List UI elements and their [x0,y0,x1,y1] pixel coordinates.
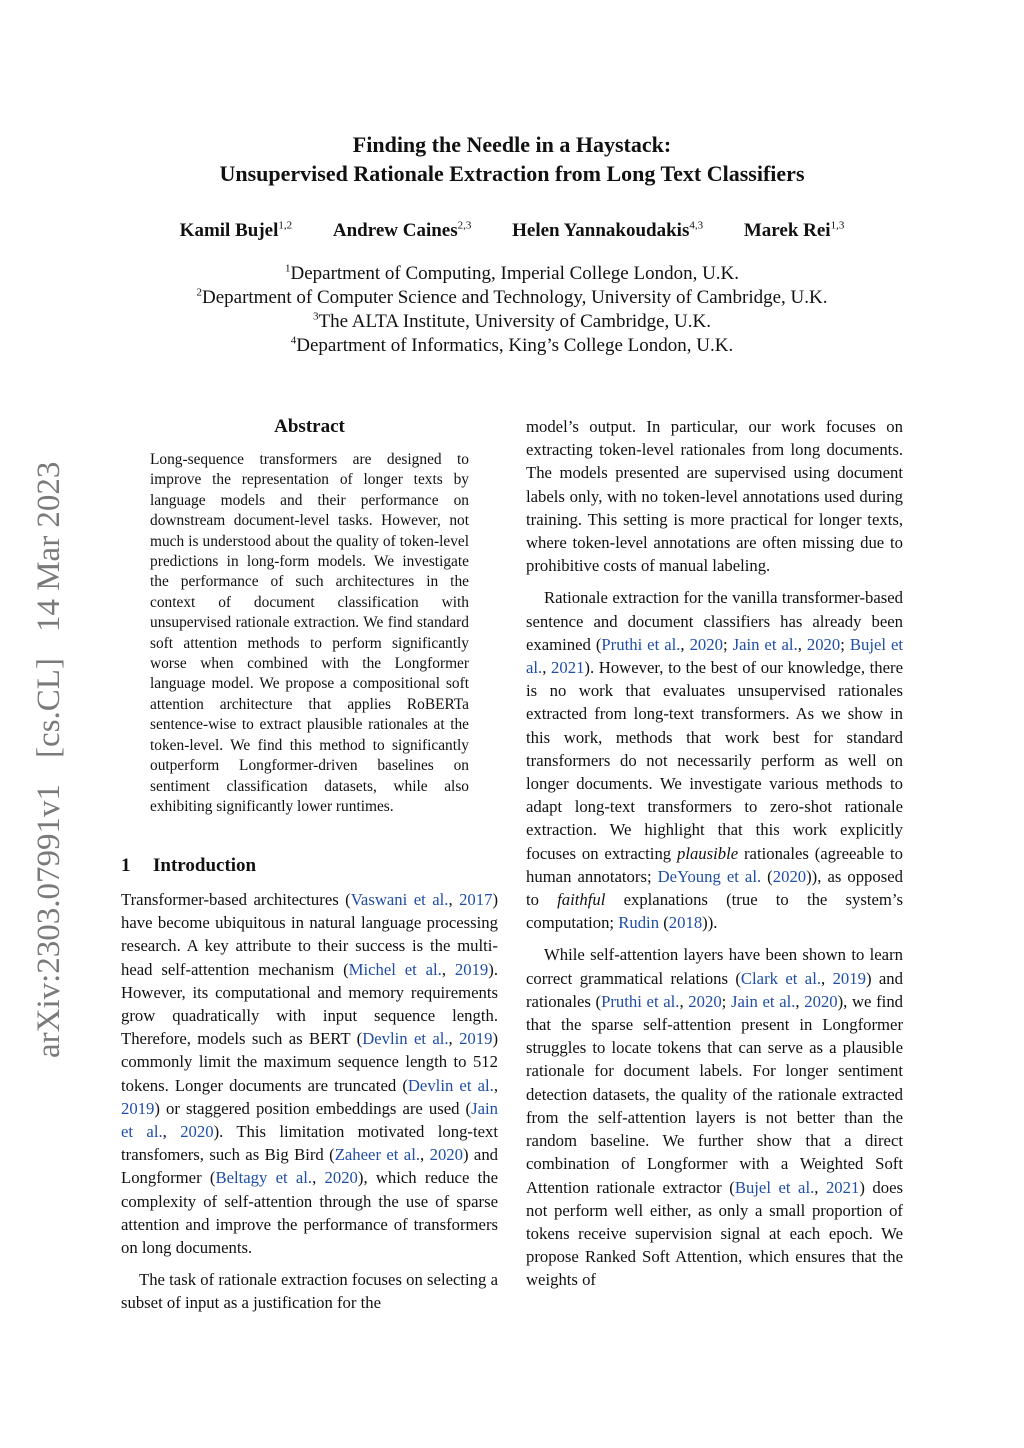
text-run: While self-attention layers have been shown to learn correct grammatical relations ( [526,945,903,988]
citation-link[interactable]: Devlin et al. [407,1075,494,1095]
emphasis-text: plausible [676,843,739,863]
author [180,218,292,244]
citation-link[interactable]: Beltagy et al. [215,1168,313,1188]
citation-link[interactable]: 2020 [689,634,723,654]
arxiv-id: arXiv:2303.07991v1 [31,783,67,1058]
right-column-body [526,415,903,1292]
affiliation [0,286,1024,310]
citation-link[interactable]: 2020 [804,991,838,1011]
text-run: , [795,991,805,1011]
paragraph [526,586,903,934]
text-run: , [814,1177,826,1197]
arxiv-sidebar-stamp [24,438,74,1058]
text-run: )). [702,913,718,933]
affiliation-sup: 1 [284,262,291,275]
citation-link[interactable]: 2020 [688,991,722,1011]
text-run: , [448,890,460,909]
author-name: Marek Rei [743,220,831,241]
citation-link[interactable]: Michel et al. [348,959,442,979]
text-run: ), we find that the sparse self-attention present in Longformer struggles to locate tokens that can serve as a plausible rationale for document labels. For longer sentiment detection datasets, the quality of the rationale extracted from the self-attention layers is not better than the random baseline. We further show that a direct combination of Longformer with a Weighted Soft Attention rationale extractor ( [526,991,904,1197]
citation-link[interactable]: 2020 [429,1145,463,1165]
affiliation-sup: 3 [312,310,319,323]
text-run: , [162,1122,181,1142]
text-run: , [679,991,689,1011]
citation-link[interactable]: Bujel et al. [526,634,904,678]
paragraph [121,888,498,1259]
citation-link[interactable]: Jain et al. [730,991,796,1011]
text-run: , [312,1168,325,1188]
text-run: Transformer-based architectures ( [121,890,351,909]
affiliation-text: The ALTA Institute, University of Cambridge, U.K. [318,311,711,332]
introduction-body [121,888,498,1315]
text-run: )), as opposed to [526,866,903,910]
affiliation-text: Department of Computer Science and Technology, University of Cambridge, U.K. [201,287,828,308]
affiliation-text: Department of Informatics, King’s College London, U.K. [296,335,734,356]
citation-link[interactable]: 2020 [180,1122,214,1142]
arxiv-category: [cs.CL] [31,658,67,758]
citation-link[interactable]: 2021 [551,658,585,678]
citation-link[interactable]: 2017 [459,890,493,909]
paragraph [121,1268,498,1314]
citation-link[interactable]: 2020 [806,634,841,654]
abstract-heading: Abstract [274,416,345,437]
text-run: rationales (agreeable to human annotators; [526,843,903,886]
citation-link[interactable]: Clark et al. [740,968,822,988]
citation-link[interactable]: Pruthi et al. [601,634,681,654]
citation-link[interactable]: 2019 [459,1029,493,1049]
citation-link[interactable]: Jain et al. [732,634,798,654]
title-line-2: Unsupervised Rationale Extraction from Long Text Classifiers [219,161,805,186]
text-run: ( [659,913,669,933]
text-run: , [448,1029,460,1049]
paragraph [526,943,903,1291]
arxiv-date: 14 Mar 2023 [31,461,67,633]
text-run: ). However, its computational and memory requirements grow quadratically with input sequence length. Therefore, models such as BERT ( [121,959,498,1049]
text-run: Rationale extraction for the vanilla transformer-based sentence and document classifiers has already been examined ( [526,588,903,654]
text-run: ; [721,991,731,1011]
paper-title [0,130,1024,188]
text-run: , [542,658,552,678]
text-run: , [797,634,807,654]
text-run: ( [761,866,773,886]
text-run: ) does not perform well either, as only a small proportion of tokens receive supervision signal at each epoch. We propose Ranked Soft Attention, which ensures that the weights of [526,1177,903,1290]
citation-link[interactable]: DeYoung et al. [657,866,762,886]
affiliation-sup: 4 [290,334,297,347]
affiliation [0,334,1024,358]
citation-link[interactable]: Jain et al. [121,1098,498,1142]
section-heading-introduction [121,853,256,879]
citation-link[interactable]: 2020 [324,1168,358,1188]
citation-link[interactable]: Bujel et al. [734,1177,815,1197]
affiliation-sup: 2 [196,286,202,299]
citation-link[interactable]: Pruthi et al. [601,991,680,1011]
author [333,218,472,244]
text-run: ) have become ubiquitous in natural language processing research. A key attribute to their success is the multi-head self-attention mechanism ( [121,890,498,979]
abstract-body: Long-sequence transformers are designed to improve the representation of longer texts by language models and their performance on downstream document-level tasks. However, not much is understood about the quality of token-level predictions in long-form models. We investigate the performance of such architectures in the context of document classification with unsupervised rationale extraction. We find standard soft attention methods to perform significantly worse when combined with the Longformer language model. We propose a compositional soft attention architecture that applies RoBERTa sentence-wise to extract plausible rationales at the token-level. We find this method to significantly outperform Longformer-driven baselines on sentiment classification datasets, while also exhibiting significantly lower runtimes. [150,451,469,815]
text-run: ; [722,634,733,654]
author [744,218,844,244]
affiliation [0,310,1024,334]
citation-link[interactable]: 2019 [121,1098,155,1118]
citation-link[interactable]: Vaswani et al. [350,890,449,909]
affiliation [0,262,1024,286]
text-run: , [493,1075,498,1095]
author-list [0,218,1024,244]
affiliation-list [0,262,1024,358]
text-run: , [420,1145,430,1165]
text-run: ). This limitation motivated long-text transfomers, such as Big Bird ( [121,1122,499,1165]
citation-link[interactable]: 2019 [832,968,866,988]
text-run: , [680,634,690,654]
author-name: Andrew Caines [332,220,458,241]
affiliation-text: Department of Computing, Imperial College London, U.K. [290,263,740,284]
title-line-1: Finding the Needle in a Haystack: [352,132,672,157]
section-number: 1 [121,855,131,876]
emphasis-text: faithful [557,890,606,910]
author-name: Kamil Bujel [179,220,279,241]
author-affil-sup: 2,3 [457,219,472,232]
citation-link[interactable]: 2018 [668,913,703,933]
author-name: Helen Yannakoudakis [512,220,690,241]
citation-link[interactable]: Rudin [618,913,660,933]
text-run: ) or staggered position embeddings are used ( [154,1098,472,1118]
author-affil-sup: 4,3 [689,219,704,232]
citation-link[interactable]: Zaheer et al. [334,1145,421,1165]
citation-link[interactable]: 2020 [772,866,807,886]
text-run: The task of rationale extraction focuses on selecting a subset of input as a justification for the [121,1270,498,1313]
author [512,218,703,244]
citation-link[interactable]: 2021 [825,1177,860,1197]
citation-link[interactable]: Devlin et al. [362,1029,449,1049]
citation-link[interactable]: 2019 [454,959,489,979]
text-run: , [441,959,455,979]
text-run: model’s output. In particular, our work focuses on extracting token-level rationales from long documents. The models presented are supervised using document labels only, with no token-level annotations used during training. This setting is more practical for longer texts, where token-level annotations are often missing due to prohibitive costs of manual labeling. [526,417,903,576]
author-affil-sup: 1,3 [830,219,845,232]
text-run: ) commonly limit the maximum sequence length to 512 tokens. Longer documents are truncated ( [121,1029,498,1095]
text-run: ) and Longformer ( [121,1145,499,1188]
author-affil-sup: 1,2 [278,219,293,232]
text-run: explanations (true to the system’s computation; [526,890,903,933]
paragraph [526,415,903,577]
text-run: ). However, to the best of our knowledge, there is no work that evaluates unsupervised rationales extracted from long-text transformers. As we show in this work, methods that work best for standard transformers do not necessarily perform as well on longer documents. We investigate various methods to adapt long-text transformers to zero-shot rationale extraction. We highlight that this work explicitly focuses on extracting [526,658,904,863]
text-run: ; [840,634,850,654]
text-run: ), which reduce the complexity of self-attention through the use of sparse attention and improve the performance of transformers on long documents. [121,1168,498,1258]
section-title: Introduction [153,855,257,876]
text-run: , [821,968,833,988]
text-run: ) and rationales ( [526,968,903,1011]
